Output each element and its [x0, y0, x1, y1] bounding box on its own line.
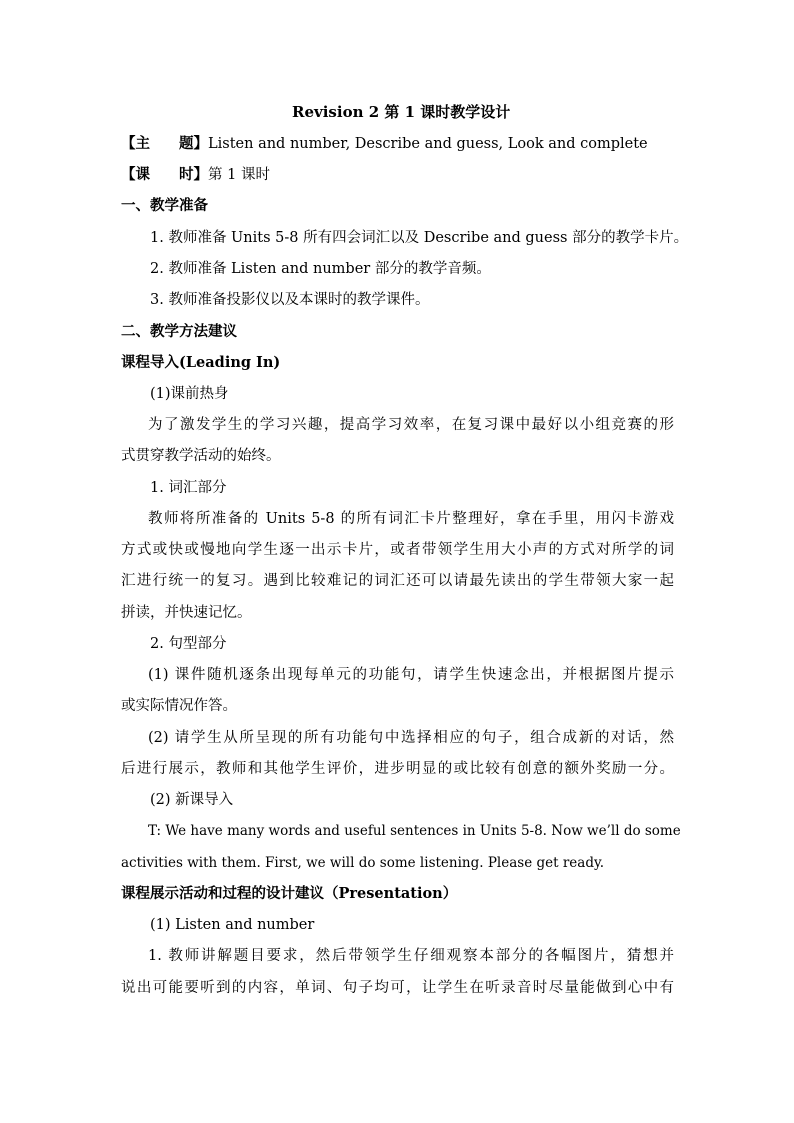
- section1-heading: 一、教学准备: [121, 197, 208, 214]
- warmup-label: (1)课前热身: [150, 386, 229, 402]
- new-lesson-label: (2) 新课导入: [150, 792, 234, 808]
- paragraph-line: 教师将所准备的 Units 5-8 的所有词汇卡片整理好，拿在手里，用闪卡游戏: [148, 511, 674, 527]
- prep-item: 2. 教师准备 Listen and number 部分的教学音频。: [150, 261, 491, 277]
- paragraph-line: 或实际情况作答。: [121, 698, 237, 714]
- topic-label: 【主 题】: [121, 135, 208, 152]
- paragraph-line: 说出可能要听到的内容，单词、句子均可，让学生在听录音时尽量能做到心中有: [121, 980, 674, 996]
- document-title: Revision 2 第 1 课时教学设计: [292, 103, 511, 121]
- paragraph-line: activities with them. First, we will do some listening. Please get ready.: [121, 855, 605, 871]
- paragraph-line: 拼读，并快速记忆。: [121, 605, 252, 621]
- presentation-heading: 课程展示活动和过程的设计建议（Presentation）: [121, 885, 458, 902]
- presentation-sub-label: (1) Listen and number: [150, 917, 315, 933]
- paragraph-line: 方式或快或慢地向学生逐一出示卡片，或者带领学生用大小声的方式对所学的词: [121, 542, 674, 558]
- vocab-label: 1. 词汇部分: [150, 480, 227, 496]
- paragraph-line: 为了激发学生的学习兴趣，提高学习效率，在复习课中最好以小组竞赛的形: [148, 417, 674, 433]
- paragraph-line: T: We have many words and useful sentences in Units 5-8. Now we’ll do some: [148, 823, 681, 839]
- period-line: [121, 165, 270, 185]
- prep-item: 3. 教师准备投影仪以及本课时的教学课件。: [150, 292, 430, 308]
- topic-line: [121, 134, 648, 154]
- sentence-label: 2. 句型部分: [150, 636, 227, 652]
- topic-value: Listen and number, Describe and guess, Look and complete: [208, 136, 648, 152]
- prep-item: 1. 教师准备 Units 5-8 所有四会词汇以及 Describe and guess 部分的教学卡片。: [150, 230, 689, 246]
- paragraph-line: 汇进行统一的复习。遇到比较难记的词汇还可以请最先读出的学生带领大家一起: [121, 573, 674, 589]
- paragraph-line: 式贯穿教学活动的始终。: [121, 448, 281, 464]
- paragraph-line: 1. 教师讲解题目要求，然后带领学生仔细观察本部分的各幅图片，猜想并: [148, 948, 674, 964]
- paragraph-line: (2) 请学生从所呈现的所有功能句中选择相应的句子，组合成新的对话，然: [148, 730, 674, 746]
- paragraph-line: (1) 课件随机逐条出现每单元的功能句，请学生快速念出，并根据图片提示: [148, 667, 674, 683]
- period-value: 第 1 课时: [208, 167, 270, 183]
- period-label: 【课 时】: [121, 166, 208, 183]
- leading-in-heading: 课程导入(Leading In): [121, 354, 281, 371]
- section2-heading: 二、教学方法建议: [121, 323, 237, 340]
- paragraph-line: 后进行展示，教师和其他学生评价，进步明显的或比较有创意的额外奖励一分。: [121, 761, 674, 777]
